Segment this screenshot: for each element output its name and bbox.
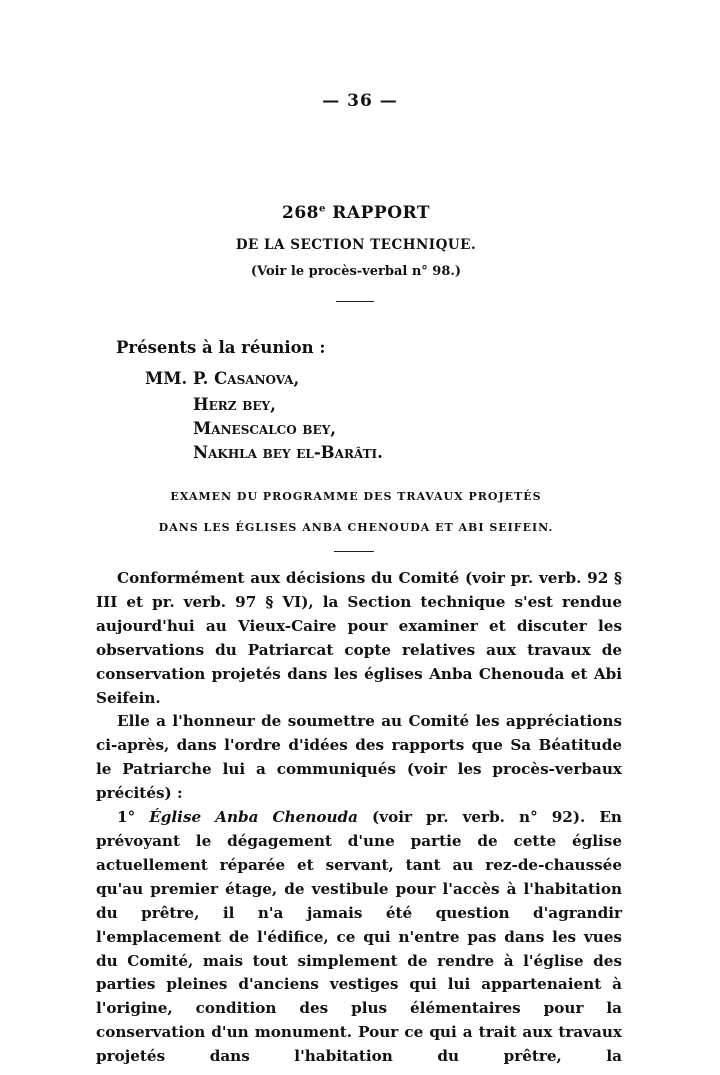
divider-rule (334, 551, 374, 552)
attendee-name: Manescalco bey, (193, 419, 337, 438)
attendee-2 (193, 395, 276, 414)
report-subtitle: DE LA SECTION TECHNIQUE. (235, 237, 477, 253)
paragraph-2: Elle a l'honneur de soumettre au Comité les appréciations ci-après, dans l'ordre d'idées des rapports que Sa Béatitude le Patriarche lui a communiqués (voir les procès-verbaux précités) : (96, 712, 622, 803)
paragraph-3-text: (voir pr. verb. n° 92). En prévoyant le dégagement d'une partie de cette église actuellement réparée et servant, tant au rez-de-chaussée qu'au premier étage, de vestibule pour l'accès à l'habitation du prêtre, il n'a jamais été question d'agrandir l'emplacement de l'édifice, ce qui n'entre pas dans les vues du Comité, mais tout simplement de rendre à l'église des parties pleines d'anciens vestiges qui lui appartenaient à l'origine, condition des plus élémentaires pour la conservation d'un monument. Pour ce qui a trait aux travaux projetés dans l'habitation du prêtre, la (96, 808, 622, 1066)
attendee-4 (193, 443, 383, 462)
report-body (96, 567, 622, 1069)
report-word: RAPPORT (325, 203, 430, 223)
minutes-reference: (Voir le procès-verbal n° 98.) (250, 264, 462, 279)
report-number: 268 (282, 203, 320, 223)
divider-rule (336, 301, 374, 302)
section-heading-line-2: DANS LES ÉGLISES ANBA CHENOUDA ET ABI SEIFEIN. (158, 521, 554, 534)
attendee-name: Herz bey, (193, 395, 276, 414)
attendee-1 (145, 369, 299, 388)
attendee-name: Nakhla bey el-Barâti. (193, 443, 383, 462)
attendees-label: Présents à la réunion : (116, 338, 326, 357)
paragraph-3 (96, 806, 622, 1069)
report-number-suffix: e (319, 203, 326, 215)
item-number: 1° (117, 808, 136, 827)
church-name: Église Anba Chenouda (149, 808, 359, 827)
attendee-name: P. Casanova, (193, 369, 300, 388)
paragraph-1: Conformément aux décisions du Comité (voir pr. verb. 92 § III et pr. verb. 97 § VI), la Section technique s'est rendue aujourd'hui au Vieux-Caire pour examiner et discuter les observations du Patriarcat copte relatives aux travaux de conservation projetés dans les églises Anba Chenouda et Abi Seifein. (96, 569, 622, 707)
report-title (0, 203, 712, 223)
section-heading-line-1: EXAMEN DU PROGRAMME DES TRAVAUX PROJETÉS (170, 490, 542, 503)
attendee-prefix: MM. (145, 369, 188, 388)
attendee-3 (193, 419, 336, 438)
page-number: — 36 — (322, 91, 398, 111)
